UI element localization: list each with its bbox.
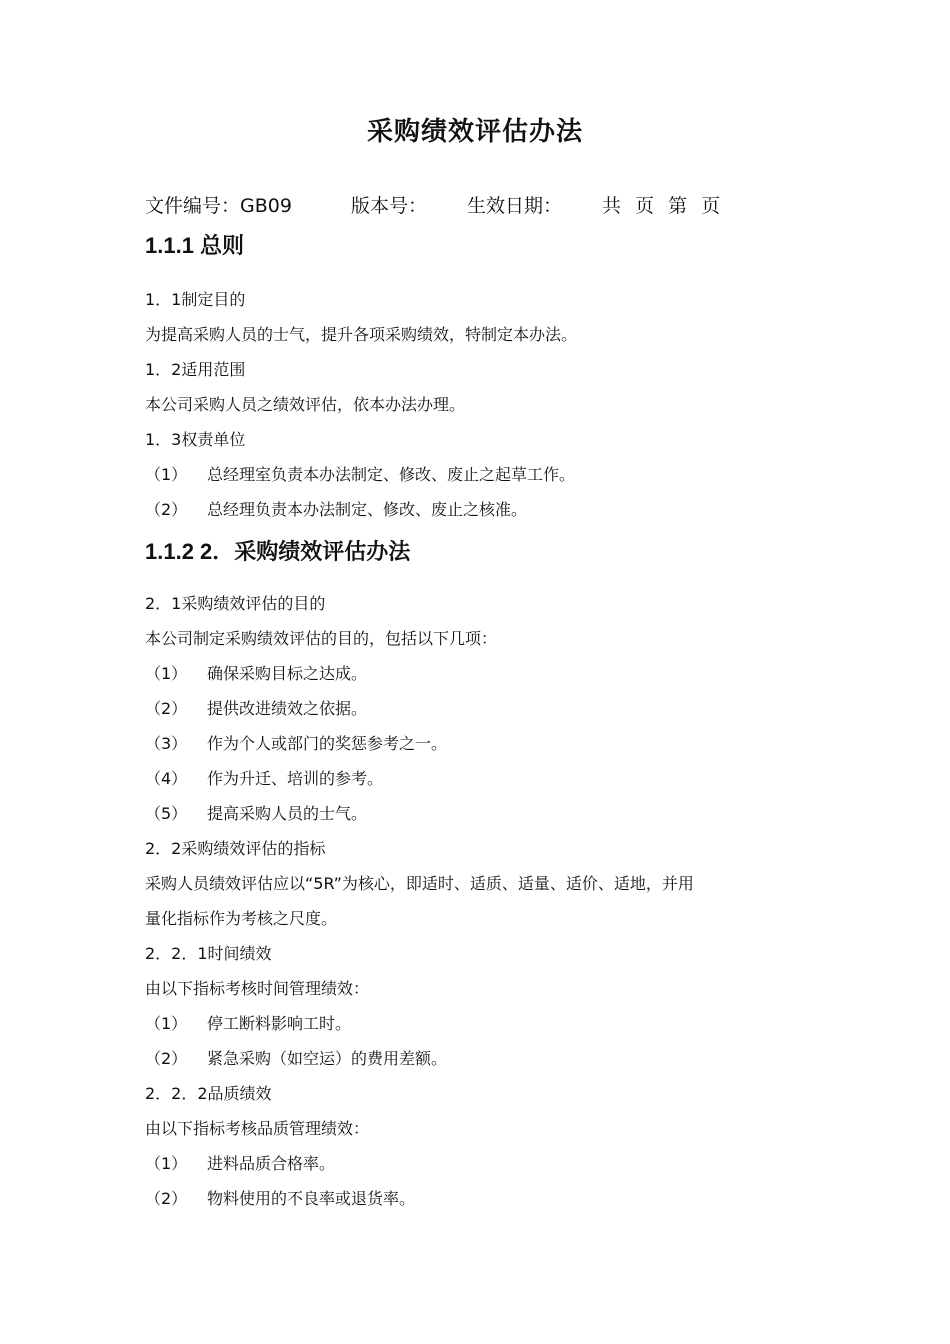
list-item-number: （1） <box>145 1154 188 1173</box>
version-number: 版本号： <box>351 195 428 217</box>
list-item-text: 进料品质合格率。 <box>207 1154 336 1173</box>
list-item <box>145 799 367 829</box>
list-item-number: （4） <box>145 769 188 788</box>
section-heading-evaluation: 1.1.2 2．采购绩效评估办法 <box>145 539 411 564</box>
list-item-text: 确保采购目标之达成。 <box>207 664 368 683</box>
list-item-number: （5） <box>145 804 188 823</box>
list-item-text: 总经理负责本办法制定、修改、废止之核准。 <box>207 500 528 519</box>
list-item-number: （2） <box>145 1049 188 1068</box>
list-item <box>145 764 383 794</box>
list-item-number: （2） <box>145 1189 188 1208</box>
effective-date: 生效日期： <box>467 195 563 217</box>
list-item-text: 提供改进绩效之依据。 <box>207 699 368 718</box>
list-item <box>145 1184 415 1214</box>
list-item <box>145 1044 447 1074</box>
clause-1-1: 1．1制定目的 <box>145 290 246 309</box>
list-item-number: （1） <box>145 664 188 683</box>
clause-2-1: 2．1采购绩效评估的目的 <box>145 594 326 613</box>
list-item-text: 停工断料影响工时。 <box>207 1014 352 1033</box>
file-number: 文件编号：GB09 <box>145 195 292 217</box>
clause-2-2-1: 2．2．1时间绩效 <box>145 944 272 963</box>
clause-2-2: 2．2采购绩效评估的指标 <box>145 839 326 858</box>
paragraph: 本公司制定采购绩效评估的目的，包括以下几项： <box>145 629 498 648</box>
paragraph: 由以下指标考核时间管理绩效： <box>145 979 370 998</box>
list-item <box>145 729 447 759</box>
section-heading-general: 1.1.1 总则 <box>145 233 245 258</box>
list-item-text: 作为个人或部门的奖惩参考之一。 <box>207 734 448 753</box>
list-item-text: 物料使用的不良率或退货率。 <box>207 1189 416 1208</box>
clause-1-2: 1．2适用范围 <box>145 360 246 379</box>
list-item <box>145 1149 335 1179</box>
page-count: 共 页 第 页 <box>602 195 721 217</box>
paragraph: 由以下指标考核品质管理绩效： <box>145 1119 370 1138</box>
list-item-number: （2） <box>145 699 188 718</box>
list-item <box>145 460 575 490</box>
document-title: 采购绩效评估办法 <box>366 117 583 147</box>
list-item <box>145 495 527 525</box>
list-item <box>145 694 367 724</box>
list-item-text: 总经理室负责本办法制定、修改、废止之起草工作。 <box>207 465 576 484</box>
list-item <box>145 659 367 689</box>
list-item-number: （2） <box>145 500 188 519</box>
list-item-number: （3） <box>145 734 188 753</box>
list-item <box>145 1009 351 1039</box>
paragraph-continuation: 量化指标作为考核之尺度。 <box>145 909 338 928</box>
list-item-text: 提高采购人员的士气。 <box>207 804 368 823</box>
list-item-number: （1） <box>145 465 188 484</box>
list-item-text: 紧急采购（如空运）的费用差额。 <box>207 1049 448 1068</box>
paragraph: 为提高采购人员的士气，提升各项采购绩效，特制定本办法。 <box>145 325 578 344</box>
clause-2-2-2: 2．2．2品质绩效 <box>145 1084 272 1103</box>
clause-1-3: 1．3权责单位 <box>145 430 246 449</box>
list-item-number: （1） <box>145 1014 188 1033</box>
paragraph: 本公司采购人员之绩效评估，依本办法办理。 <box>145 395 466 414</box>
paragraph: 采购人员绩效评估应以“5R”为核心，即适时、适质、适量、适价、适地，并用 <box>145 874 694 893</box>
list-item-text: 作为升迁、培训的参考。 <box>207 769 384 788</box>
